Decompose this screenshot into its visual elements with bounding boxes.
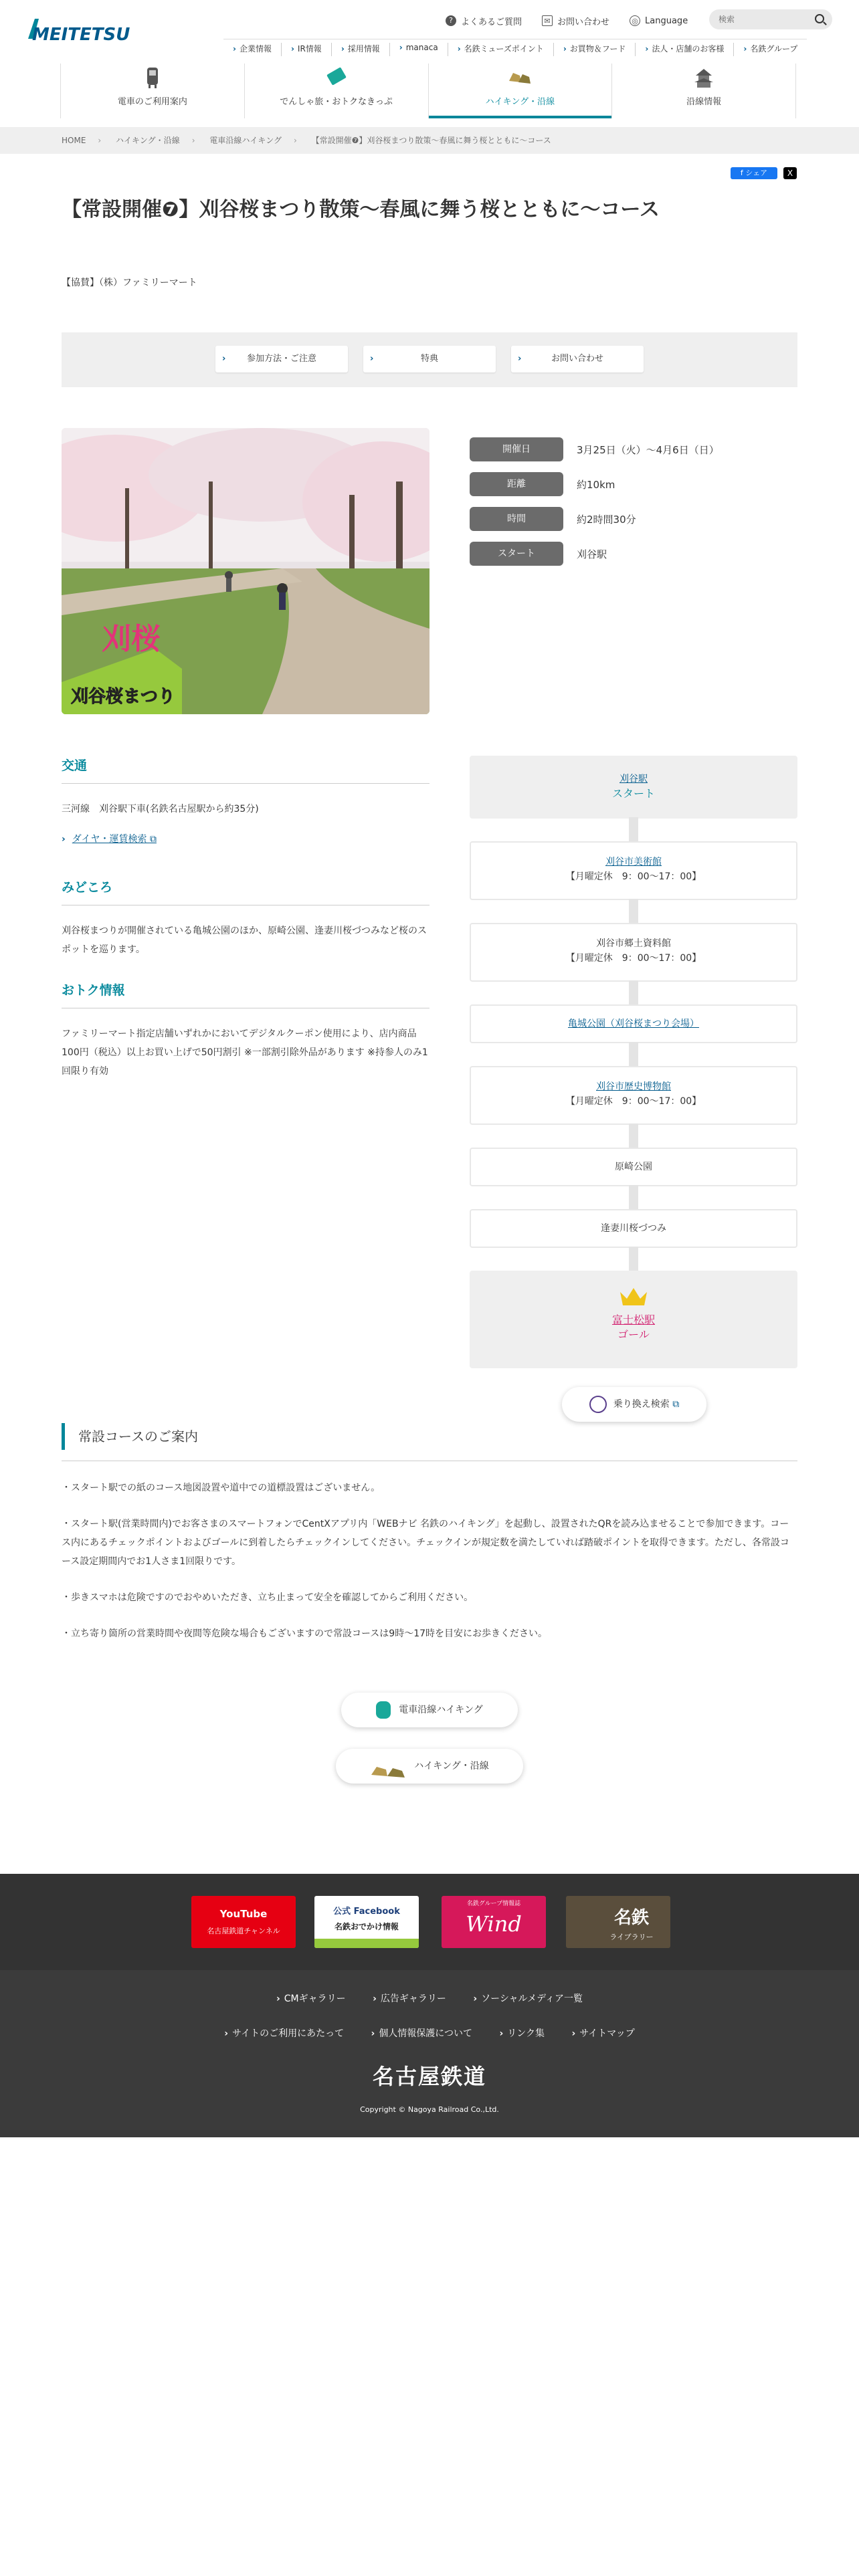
guide-heading: 常設コースのご案内 — [62, 1423, 797, 1450]
info-label: 開催日 — [470, 437, 563, 461]
stop-note: 【月曜定休 9：00～17：00】 — [565, 1096, 702, 1107]
route-start — [470, 756, 797, 819]
banner-subtitle: ライブラリー — [609, 1933, 654, 1941]
route-stop — [470, 1004, 797, 1043]
info-row-start — [470, 542, 797, 566]
info-row-time — [470, 507, 797, 531]
footer-banners — [0, 1874, 859, 1970]
facebook-share-button[interactable] — [731, 167, 777, 179]
banner-subtitle: 名古屋鉄道チャンネル — [207, 1927, 280, 1935]
banner-title: 名鉄 — [613, 1908, 649, 1928]
nav-area-info[interactable] — [612, 64, 796, 118]
site-header — [0, 0, 859, 120]
corporate-links — [223, 39, 807, 56]
info-row-date — [470, 437, 797, 461]
banner-title: YouTube — [219, 1908, 268, 1920]
info-row-distance — [470, 472, 797, 496]
otoku-heading: おトク情報 — [62, 980, 430, 1008]
diagram-search-link[interactable] — [62, 832, 430, 845]
footer-links-row2 — [0, 2026, 859, 2040]
breadcrumb-hiking[interactable]: ハイキング・沿線 — [116, 136, 180, 145]
sub-link-company[interactable]: › 企業情報 — [223, 43, 282, 56]
tab-participation[interactable]: › 参加方法・ご注意 — [215, 346, 348, 372]
stop-note: 【月曜定休 9：00～17：00】 — [565, 953, 702, 964]
link-label: ダイヤ・運賃検索 — [72, 834, 147, 845]
guide-para: ・歩きスマホは危険ですのでおやめいただき、立ち止まって安全を確認してからご利用ください。 — [62, 1592, 474, 1603]
site-footer — [0, 1970, 859, 2137]
ticket-icon — [323, 66, 350, 89]
sub-link-group[interactable]: › 名鉄グループ — [734, 43, 807, 56]
page-title: 【常設開催❼】刈谷桜まつり散策～春風に舞う桜とともに～コース — [62, 198, 660, 221]
route-stop — [470, 1209, 797, 1248]
tab-benefits[interactable]: › 特典 — [363, 346, 496, 372]
start-station-link[interactable]: 刈谷駅 — [619, 774, 648, 784]
external-link-icon: ⧉ — [672, 1399, 680, 1410]
nav-label: 電車のご利用案内 — [117, 97, 187, 107]
otoku-section — [62, 980, 430, 1081]
midokoro-section — [62, 877, 430, 959]
banner-title: Wind — [466, 1911, 522, 1937]
sponsor-text: 【協賛】（株）ファミリーマート — [62, 278, 197, 288]
goal-tag: ゴール — [617, 1328, 650, 1341]
mail-icon: ✉ — [542, 15, 553, 26]
sub-link-ir[interactable]: › IR情報 — [282, 43, 332, 56]
meitetsu-logo[interactable] — [25, 9, 142, 48]
route-stop — [470, 841, 797, 900]
footer-link[interactable]: › 広告ギャラリー — [373, 1994, 446, 2004]
search-input[interactable] — [709, 9, 832, 29]
stop-name: 逢妻川桜づつみ — [601, 1223, 666, 1234]
stop-name: 刈谷市郷土資料館 — [596, 938, 671, 949]
castle-icon — [690, 66, 717, 89]
course-route — [470, 756, 797, 1391]
banner-subtitle: 名鉄おでかけ情報 — [335, 1922, 399, 1931]
footer-link[interactable]: › リンク集 — [500, 2028, 545, 2039]
external-link-icon: ⧉ — [149, 834, 157, 845]
footer-link[interactable]: › サイトマップ — [571, 2028, 634, 2039]
access-text: 三河線 刈谷駅下車(名鉄名古屋駅から約35分) — [62, 804, 259, 815]
nav-train-guide[interactable] — [60, 64, 245, 118]
sub-link-manaca[interactable]: › manaca — [390, 43, 448, 56]
breadcrumb-current: 【常設開催❼】刈谷桜まつり散策～春風に舞う桜とともに～コース — [311, 136, 551, 145]
train-hiking-button[interactable] — [341, 1693, 518, 1727]
button-label: 電車沿線ハイキング — [399, 1705, 483, 1715]
nav-hiking[interactable] — [429, 64, 613, 118]
wind-banner[interactable] — [442, 1896, 546, 1948]
breadcrumb-separator: › — [294, 136, 297, 145]
stop-link[interactable]: 刈谷市歴史博物館 — [596, 1081, 671, 1092]
info-value: 3月25日（火）～4月6日（日） — [577, 443, 719, 456]
guide-para: ・スタート駅での紙のコース地図設置や道中での道標設置はございません。 — [62, 1483, 381, 1493]
course-photo — [62, 428, 430, 714]
contact-link[interactable] — [542, 15, 609, 27]
logo-text: MEITETSU — [32, 25, 130, 45]
info-value: 約10km — [577, 478, 615, 491]
nav-tickets[interactable] — [245, 64, 429, 118]
youtube-banner[interactable] — [191, 1896, 296, 1948]
breadcrumb-separator: › — [191, 136, 195, 145]
utility-links — [446, 12, 708, 29]
train-icon — [139, 66, 166, 89]
goal-station-link[interactable]: 富士松駅 — [611, 1313, 655, 1326]
info-label: 時間 — [470, 507, 563, 531]
course-info — [470, 437, 797, 576]
clock-icon — [589, 1396, 607, 1413]
banner-subtitle: 名鉄グループ情報誌 — [466, 1901, 521, 1907]
route-goal — [470, 1271, 797, 1368]
breadcrumb-home[interactable]: HOME — [62, 136, 86, 145]
contact-label: お問い合わせ — [557, 17, 610, 27]
photo-badge: 刈桜 — [102, 622, 161, 656]
language-link[interactable] — [630, 15, 688, 26]
library-banner[interactable] — [566, 1896, 670, 1948]
stop-note: 【月曜定休 9：00～17：00】 — [565, 871, 702, 882]
sub-link-recruit[interactable]: › 採用情報 — [332, 43, 390, 56]
start-tag: スタート — [611, 787, 655, 800]
breadcrumb-train-hiking[interactable]: 電車沿線ハイキング — [209, 136, 282, 145]
transfer-label: 乗り換え検索 — [613, 1399, 670, 1410]
footer-link[interactable]: › ソーシャルメディア一覧 — [473, 1994, 583, 2004]
sub-link-business[interactable]: › 法人・店舗のお客様 — [636, 43, 734, 56]
footer-link[interactable]: › 個人情報保護について — [371, 2028, 473, 2039]
question-icon: ? — [446, 15, 456, 26]
guide-para: ・立ち寄り箇所の営業時間や夜間等危険な場合もございますので常設コースは9時～17時を目安にお歩きください。 — [62, 1628, 548, 1639]
transfer-search-button[interactable] — [562, 1387, 706, 1422]
footer-link[interactable]: › CMギャラリー — [276, 1994, 346, 2004]
stop-link[interactable]: 亀城公園（刈谷桜まつり会場） — [568, 1018, 699, 1029]
anchor-tabs — [62, 332, 797, 387]
permanent-course-guide — [62, 1423, 797, 1643]
route-stop — [470, 923, 797, 982]
access-section — [62, 756, 430, 845]
search-icon[interactable] — [815, 14, 824, 23]
banner-graphic — [314, 1939, 419, 1948]
route-stop — [470, 1148, 797, 1186]
facebook-icon: f — [740, 169, 746, 177]
tab-contact[interactable]: › お問い合わせ — [511, 346, 644, 372]
search-placeholder: 検索 — [719, 15, 735, 24]
midokoro-text: 刈谷桜まつりが開催されている亀城公園のほか、原崎公園、逢妻川桜づつみなど桜のスポットを巡ります。 — [62, 926, 427, 955]
language-label: Language — [645, 15, 688, 26]
nav-label: ハイキング・沿線 — [485, 97, 555, 107]
footer-links-row1 — [0, 1992, 859, 2005]
copyright: Copyright © Nagoya Railroad Co.,Ltd. — [360, 2105, 499, 2114]
photo-caption: 刈谷桜まつり — [71, 687, 176, 707]
button-label: ハイキング・沿線 — [414, 1761, 489, 1772]
info-value: 約2時間30分 — [577, 513, 636, 526]
nav-label: 沿線情報 — [686, 97, 722, 107]
hiking-boots-icon — [370, 1759, 406, 1774]
otoku-text: ファミリーマート指定店舗いずれかにおいてデジタルクーポン使用により、店内商品100円（税込）以上お買い上げで50円割引 ※一部割引除外品があります ※持参人のみ1回限り有効 — [62, 1029, 428, 1077]
access-heading: 交通 — [62, 756, 430, 784]
sub-link-shopping[interactable]: › お買物＆フード — [554, 43, 636, 56]
share-label: シェア — [745, 169, 768, 177]
facebook-banner[interactable] — [314, 1896, 419, 1948]
stop-link[interactable]: 刈谷市美術館 — [605, 857, 662, 867]
hiking-top-button[interactable] — [336, 1749, 523, 1784]
stop-name: 原崎公園 — [615, 1162, 652, 1172]
route-stop — [470, 1066, 797, 1125]
global-nav — [60, 64, 796, 118]
faq-label: よくあるご質問 — [461, 17, 522, 27]
hiking-boots-icon — [506, 66, 533, 89]
info-label: 距離 — [470, 472, 563, 496]
info-label: スタート — [470, 542, 563, 566]
nav-label: でんしゃ旅・おトクなきっぷ — [280, 97, 393, 107]
midokoro-heading: みどころ — [62, 877, 430, 905]
info-value: 刈谷駅 — [577, 548, 607, 560]
breadcrumb-separator: › — [98, 136, 102, 145]
footer-brand[interactable]: 名古屋鉄道 — [372, 2064, 486, 2089]
x-share-button[interactable]: X — [783, 167, 797, 179]
banner-title: 公式 Facebook — [333, 1907, 400, 1917]
breadcrumb — [0, 127, 859, 154]
faq-link[interactable] — [446, 15, 522, 27]
footer-link[interactable]: › サイトのご利用にあたって — [224, 2028, 344, 2039]
crown-icon — [619, 1285, 648, 1308]
globe-icon: ◎ — [630, 15, 640, 26]
guide-para: ・スタート駅(営業時間内)でお客さまのスマートフォンでCentXアプリ内「WEBナビ 名鉄のハイキング」を起動し、設置されたQRを読み込ませることで参加できます。コース内にあるチェックポイントおよびゴールに到着したらチェックインしてください。チェックインが規定数を満たしていれば踏破ポイントを取得できます。ただし、各常設コース設定期間内でお1人さま1回限りです。 — [62, 1519, 789, 1567]
sub-link-muse-point[interactable]: › 名鉄ミューズポイント — [448, 43, 554, 56]
backpack-icon — [376, 1701, 391, 1719]
